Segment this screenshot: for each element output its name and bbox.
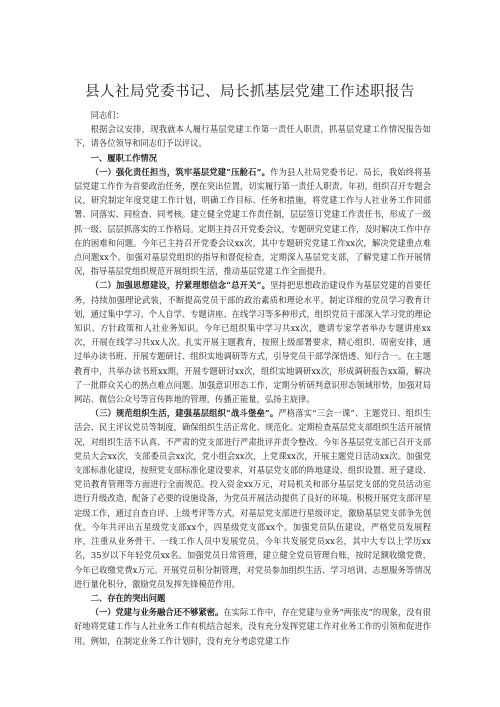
salutation: 同志们： — [90, 110, 124, 120]
paragraph-organization — [74, 406, 431, 591]
paragraph-organization-text: 严格落实“三会一课”、主题党日、组织生活会、民主评议党员等制度，确保组织生活正常化、规范化。定期检查基层党支部组织生活开展情况，对组织生活不认真、不严肃的党支部进行严肃批评并责令整改。今年各基层党支部已召开支部党员大会xx次，支部委员会xx次，党小组会xx次，上党课xx次，开展主题党日活动xx次。加强党支部标准化建设，按照党支部标准化建设要求，对基层党支部的阵地建设、组织设置、班子建设、党员教育管理等方面进行全面规范。投入资金xx万元，对局机关和部分基层党支部的党员活动室进行升级改造，配备了必要的设施设备，为党员开展活动提供了良好的环境。积极开展党支部评星定级工作，通过自查自评、上级考评等方式，对基层党支部进行星级评定，激励基层党支部争先创优。今年共评出五星级党支部xx个，四星级党支部xx个。加强党员队伍建设，严格党员发展程序，注重从业务骨干、一线工作人员中发展党员，今年共发展党员xx名，其中大专以上学历xx名，35岁以下年轻党员xx名。加强党员日常管理，建立健全党员管理台账，按时足额收缴党费，今年已收缴党费x万元。开展党员积分制管理，对党员参加组织生活、学习培训、志愿服务等情况进行量化积分，激励党员发挥先锋模范作用。 — [74, 408, 431, 589]
paragraph-responsibility-text: 作为县人社局党委书记、局长，我始终将基层党建工作作为首要政治任务，摆在突出位置，切实履行第一责任人职责。年初，组织召开专题会议，研究制定年度党建工作计划，明确工作目标、任务和措施，将党建工作与人社业务工作同部署、同落实、同检查、同考核。建立健全党建工作责任制，层层签订党建工作责任书，形成了一级抓一级、层层抓落实的工作格局。定期主持召开党委会议，专题研究党建工作，及时解决工作中存在的困难和问题。今年已主持召开党委会议xx次，其中专题研究党建工作xx次，解决党建重点难点问题xx个。加强对基层党组织的指导和督促检查，定期深入基层党支部，了解党建工作开展情况，指导基层党组织规范开展组织生活，推动基层党建工作全面提升。 — [74, 166, 431, 277]
subheading-organization: （三）规范组织生活，建强基层组织“战斗堡垒”。 — [90, 408, 279, 419]
paragraph-ideology — [74, 278, 431, 406]
subheading-responsibility: （一）强化责任担当，筑牢基层党建“压舱石”。 — [90, 166, 271, 177]
paragraph-responsibility — [74, 165, 431, 279]
paragraph-ideology-text: 坚持把思想政治建设作为基层党建的首要任务，持续加强理论武装，不断提高党员干部的政治素质和理论水平。制定详细的党员学习教育计划，通过集中学习、个人自学、专题讲座、在线学习等多种形式，组织党员干部深入学习党的理论知识、方针政策和人社业务知识。今年已组织集中学习共xx次，邀请专家学者举办专题讲座xx次，开展在线学习共xx人次。扎实开展主题教育，按照上级部署要求，精心组织、周密安排，通过举办读书班、开展专题研讨、组织实地调研等方式，引导党员干部学深悟透、知行合一。在主题教育中，共举办读书班xx期，开展专题研讨xx次，组织实地调研xx次，形成调研报告xx篇，解决了一批群众关心的热点难点问题。加强意识形态工作，定期分析研判意识形态领域形势，加强对局网站、微信公众号等宣传阵地的管理，传播正能量，弘扬主旋律。 — [74, 280, 431, 405]
document-body — [74, 108, 431, 648]
section-heading-problems: 二、存在的突出问题 — [90, 592, 166, 603]
subheading-ideology: （二）加强思想建设，拧紧理想信念“总开关”。 — [90, 280, 271, 291]
intro-paragraph: 根据会议安排，现我就本人履行基层党建工作第一责任人职责，抓基层党建工作情况报告如下，请各位领导和同志们予以评议。 — [74, 124, 431, 149]
section-heading-work-status: 一、履职工作情况 — [90, 152, 157, 163]
document-title: 县人社局党委书记、局长抓基层党建工作述职报告 — [85, 84, 415, 100]
paragraph-integration-text: 在实际工作中，存在党建与业务“两张皮”的现象，没有很好地将党建工作与人社业务工作有机结合起来，没有充分发挥党建工作对业务工作的引领和促进作用。例如，在制定业务工作计划时，没有充分考虑党建工作 — [74, 607, 431, 646]
subheading-integration: （一）党建与业务融合还不够紧密。 — [90, 607, 224, 618]
paragraph-integration — [74, 605, 431, 648]
